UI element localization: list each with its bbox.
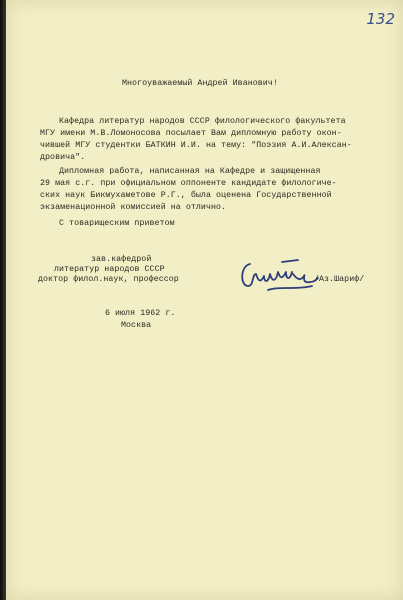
- signatory-position-line: литератур народов СССР: [54, 265, 165, 274]
- paragraph2-line: 29 мая с.г. при официальном оппоненте кандидате филологиче-: [40, 179, 337, 188]
- paragraph2-line: ских наук Бикмухаметове Р.Г., была оценена Государственной: [40, 191, 332, 200]
- letter-city: Москва: [121, 321, 152, 330]
- paragraph1-line: чившей МГУ студентки БАТКИН И.И. на тему: "Поэзия А.И.Алексан-: [40, 141, 352, 150]
- signatory-name: /Аз.Шариф/: [314, 275, 365, 284]
- greeting: Многоуважаемый Андрей Иванович!: [122, 79, 278, 88]
- paragraph2-line: экзаменационной комиссией на отлично.: [40, 203, 227, 212]
- signatory-position-line: зав.кафедрой: [91, 255, 152, 264]
- handwritten-signature: [238, 256, 323, 294]
- letter-page: [6, 0, 403, 600]
- signatory-position-line: доктор филол.наук, профессор: [38, 275, 179, 284]
- archive-page-number: 132: [366, 10, 395, 28]
- paragraph1-line: МГУ имени М.В.Ломоносова посылает Вам дипломную работу окон-: [40, 129, 342, 138]
- paragraph1-line: дровича".: [40, 153, 86, 162]
- closing-salutation: С товарищеским приветом: [59, 219, 175, 228]
- letter-date: 6 июля 1962 г.: [105, 309, 176, 318]
- paragraph1-line: Кафедра литератур народов СССР филологического факультета: [59, 117, 346, 126]
- paragraph2-line: Дипломная работа, написанная на Кафедре и защищенная: [59, 167, 321, 176]
